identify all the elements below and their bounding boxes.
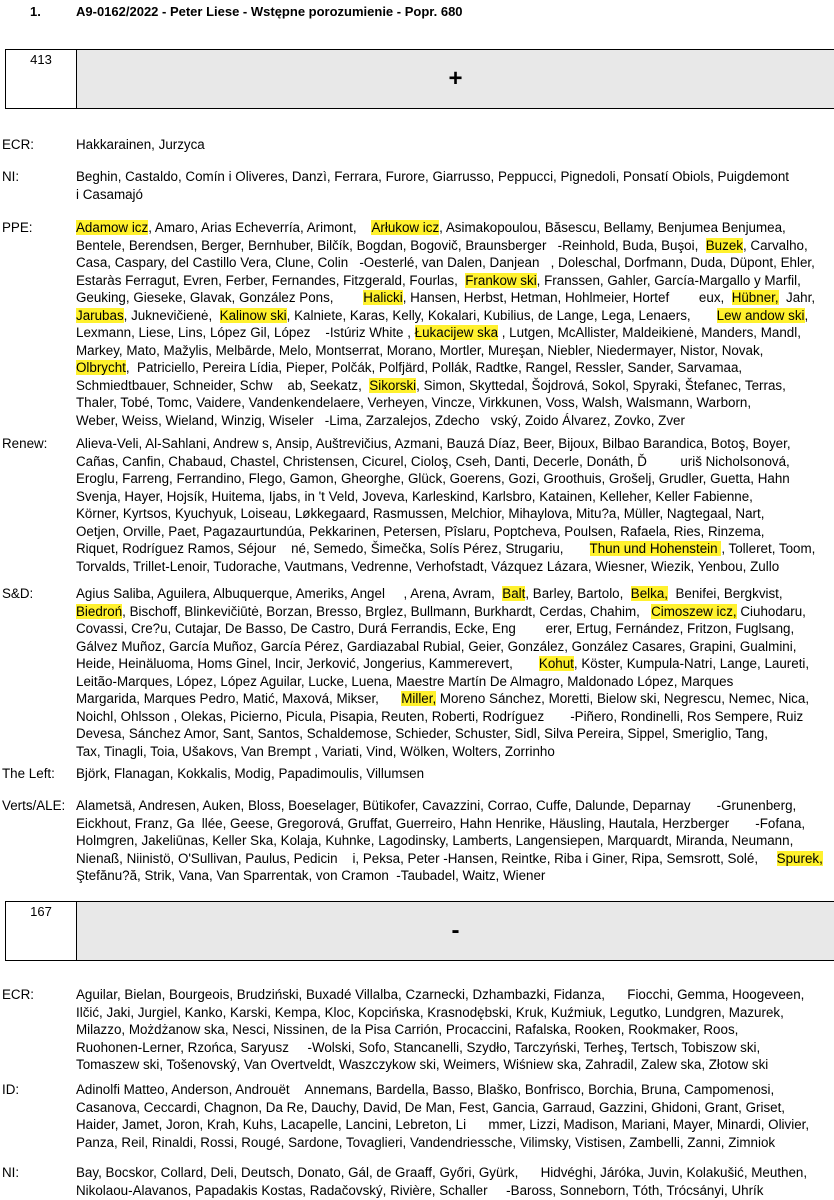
member-names: Nienaß, Niinistö, O'Sullivan, Paulus, Pedicin i, Peksa, Peter -Hansen, Reintke, Riba i Giner, Ripa, Semsrott, Solé,: [76, 850, 777, 866]
member-line: [76, 1099, 832, 1117]
vote-count-against: 167: [6, 902, 77, 960]
party-group-name: The Left:: [2, 766, 55, 781]
member-names: Lexmann, Liese, Lins, López Gil, López -Istúriz White ,: [76, 325, 415, 340]
member-line: [76, 815, 832, 833]
member-names: Beghin, Castaldo, Comín i Oliveres, Danzì, Ferrara, Furore, Giarrusso, Peppucci, Pignedoli, Ponsatí Obiols, Puigdemont: [76, 169, 790, 184]
member-names: Devesa, Sánchez Amor, Sant, Santos, Schaldemose, Schieder, Schuster, Sidl, Silva Pereira, Sippel, Smeriglio, Tang,: [76, 726, 768, 741]
member-line: [76, 435, 832, 453]
member-names: i Casamajó: [76, 186, 143, 202]
member-names: , Barley, Bartolo,: [525, 586, 631, 601]
highlighted-member-name: Hübner,: [731, 290, 779, 305]
member-line: [76, 585, 832, 603]
member-line: [76, 342, 832, 360]
member-names: , Carvalho,: [742, 237, 808, 253]
member-names: Weber, Weiss, Wieland, Winzig, Wiseler -Lima, Zarzalejos, Zdecho vský, Zoido Álvarez, Zovko, Zver: [76, 412, 685, 428]
member-line: [76, 1056, 832, 1074]
member-names: Noichl, Ohlsson , Olekas, Picierno, Picula, Pisapia, Reuten, Roberti, Rodríguez -Piñero, Rondinelli, Ros Sempere, Ruiz: [76, 708, 804, 724]
member-names: Adinolfi Matteo, Anderson, Androuët Annemans, Bardella, Basso, Blaško, Bonfrisco, Borchia, Bruna, Campomenosi,: [76, 1082, 775, 1097]
member-names: Margarida, Marques Pedro, Matić, Maxová, Mikser,: [76, 691, 402, 706]
highlighted-member-name: Frankow ski: [465, 272, 537, 288]
party-group-name: ECR:: [2, 137, 34, 152]
member-names: Hakkarainen, Jurzyca: [76, 137, 205, 152]
member-line: [76, 743, 832, 761]
member-line: [76, 289, 832, 307]
member-line: [76, 1164, 832, 1182]
member-names: , Patriciello, Pereira Lídia, Pieper, Polčák, Polfjärd, Pollák, Radtke, Rangel, Ressler, Sander, Sarvamaa,: [125, 360, 743, 375]
member-line: [76, 272, 832, 290]
member-line: [76, 237, 832, 255]
member-list: [76, 435, 832, 575]
member-line: [76, 1116, 832, 1134]
member-names: Ştefănu?ă, Strik, Vana, Van Sparrentak, von Cramon -Taubadel, Waitz, Wiener: [76, 868, 546, 883]
highlighted-member-name: Olbrycht: [76, 360, 126, 375]
member-names: , Asimakopoulou, Băsescu, Bellamy, Benjumea Benjumea,: [439, 220, 786, 235]
member-names: Svenja, Hayer, Hojsík, Huitema, Ijabs, in 't Veld, Joveva, Karleskind, Karlsbro, Katainen, Kelleher, Keller Fabienne,: [76, 488, 753, 504]
highlighted-member-name: Arłukow icz: [371, 220, 440, 235]
highlighted-member-name: Kohut: [538, 656, 574, 671]
member-names: Bay, Bocskor, Collard, Deli, Deutsch, Donato, Gál, de Graaff, Győri, Gyürk, Hidvéghi, Járóka, Juvin, Kolakušić, Meuthen,: [76, 1165, 808, 1180]
member-list: [76, 797, 832, 885]
document-title: A9-0162/2022 - Peter Liese - Wstępne porozumienie - Popr. 680: [76, 4, 463, 19]
member-names: Torvalds, Trillet-Lenoir, Tudorache, Vautmans, Vedrenne, Verhofstadt, Vázquez Lázara, Wiesner, Wiezik, Yenbou, Zullo: [76, 558, 780, 574]
member-line: [76, 470, 832, 488]
member-list: [76, 1081, 832, 1151]
member-names: Björk, Flanagan, Kokkalis, Modig, Papadimoulis, Villumsen: [76, 766, 425, 781]
member-names: Moreno Sánchez, Moretti, Bielow ski, Negrescu, Nemec, Nica,: [436, 691, 810, 706]
party-group-name: NI:: [2, 1165, 20, 1180]
member-list: [76, 168, 832, 203]
member-names: , Kalniete, Karas, Kelly, Kokalari, Kubilius, de Lange, Lega, Lenaers,: [286, 307, 717, 323]
highlighted-member-name: Adamow icz: [76, 220, 149, 235]
party-group-name: ECR:: [2, 987, 34, 1002]
member-names: Casa, Caspary, del Castillo Vera, Clune, Colin -Oesterlé, van Dalen, Danjean , Doleschal, Dorfmann, Duda, Düpont, Ehler,: [76, 255, 815, 270]
member-line: [76, 765, 832, 783]
member-names: Schmiedtbauer, Schneider, Schw ab, Seekatz,: [76, 377, 370, 393]
member-names: Ruohonen-Lerner, Rzońca, Saryusz -Wolski, Sofo, Stancanelli, Szydło, Tarczyński, Terheş, Tertsch, Tobiszow ski,: [76, 1039, 761, 1055]
member-list: [76, 1164, 832, 1199]
member-line: [76, 832, 832, 850]
member-names: Riquet, Rodríguez Ramos, Séjour né, Semedo, Šimečka, Solís Pérez, Strugariu,: [76, 541, 590, 556]
member-line: [76, 603, 832, 621]
member-names: Alametsä, Andresen, Auken, Bloss, Boeselager, Bütikofer, Cavazzini, Corrao, Cuffe, Dalunde, Deparnay -Grunenberg,: [76, 798, 797, 813]
highlighted-member-name: Belka,: [630, 586, 669, 601]
highlighted-member-name: Biedroń: [76, 603, 123, 619]
member-line: [76, 219, 832, 237]
member-line: [76, 558, 832, 576]
member-names: Bentele, Berendsen, Berger, Bernhuber, Bilčík, Bogdan, Bogovič, Braunsberger -Reinhold, Buda, Buşoi,: [76, 237, 706, 253]
highlighted-member-name: Spurek,: [776, 850, 823, 866]
member-names: Panza, Reil, Rinaldi, Rossi, Rougé, Sardone, Tovaglieri, Vandendriessche, Vilimsky, Vistisen, Zambelli, Zanni, Zimniok: [76, 1134, 776, 1150]
member-line: [76, 523, 832, 541]
member-names: Körner, Kyrtsos, Kyuchyuk, Loiseau, Løkkegaard, Rasmussen, Melchior, Mihaylova, Mitu?a, Müller, Nagtegaal, Nart,: [76, 506, 765, 521]
party-group-name: Verts/ALE:: [2, 798, 66, 813]
member-line: [76, 307, 832, 325]
party-group-name: PPE:: [2, 220, 33, 235]
member-line: [76, 620, 832, 638]
member-list: [76, 765, 832, 783]
member-line: [76, 540, 832, 558]
member-names: , Tolleret, Toom,: [721, 541, 816, 556]
member-line: [76, 359, 832, 377]
member-names: Tomaszew ski, Tošenovský, Van Overtveldt, Waszczykow ski, Weimers, Wiśniew ska, Zahradil, Zalew ska, Złotow ski: [76, 1057, 769, 1072]
member-names: , Simon, Skyttedal, Šojdrová, Sokol, Spyraki, Štefanec, Terras,: [416, 377, 786, 393]
member-line: [76, 488, 832, 506]
highlighted-member-name: Thun und Hohenstein: [589, 541, 722, 556]
member-names: Thaler, Tobé, Tomc, Vaidere, Vandenkendelaere, Verheyen, Vincze, Virkkunen, Voss, Walsh, Walsmann, Warborn,: [76, 395, 752, 410]
member-line: [76, 673, 832, 691]
member-names: , Franssen, Gahler, García-Margallo y Marfil,: [536, 272, 801, 288]
member-names: Alieva-Veli, Al-Sahlani, Andrew s, Ansip, Auštrevičius, Azmani, Bauzá Díaz, Beer, Bijoux, Bilbao Barandica, Botoş, Boyer,: [76, 436, 791, 451]
member-names: Haider, Jamet, Joron, Krah, Kuhs, Lacapelle, Lancini, Lebreton, Li mmer, Lizzi, Madison, Mariani, Mayer, Minardi, Olivier,: [76, 1117, 810, 1132]
member-names: , Bischoff, Blinkevičiūtė, Borzan, Bresso, Brglez, Bullmann, Burkhardt, Cerdas, Chahim,: [122, 603, 652, 619]
member-names: Eickhout, Franz, Ga llée, Geese, Gregorová, Gruffat, Guerreiro, Hahn Henrike, Häusling, Hautala, Herzberger -Fofana,: [76, 815, 806, 831]
member-line: [76, 867, 832, 885]
member-names: , Juknevičienė,: [123, 307, 220, 323]
highlighted-member-name: Kalinow ski: [219, 307, 287, 323]
member-names: ,: [804, 307, 809, 323]
member-names: Milazzo, Możdżanow ska, Nesci, Nissinen, de la Pisa Carrión, Procaccini, Rafalska, Rooken, Rookmaker, Roos,: [76, 1022, 739, 1037]
member-names: Geuking, Gieseke, Glavak, González Pons,: [76, 290, 364, 305]
member-names: Leitão-Marques, López, López Aguilar, Lucke, Luena, Maestre Martín De Almagro, Maldonado López, Marques: [76, 673, 734, 689]
member-names: Estaràs Ferragut, Evren, Ferber, Fernandes, Fitzgerald, Fourlas,: [76, 272, 466, 288]
member-names: Benifei, Bergkvist,: [668, 586, 783, 601]
vote-count-for: 413: [6, 50, 77, 108]
member-names: , Amaro, Arias Echeverría, Arimont,: [148, 220, 372, 235]
member-line: [76, 638, 832, 656]
highlighted-member-name: Sikorski: [369, 377, 417, 393]
member-line: [76, 690, 832, 708]
member-names: Tax, Tinagli, Toia, Ušakovs, Van Brempt , Variati, Vind, Wölken, Wolters, Zorrinho: [76, 743, 555, 759]
member-line: [76, 377, 832, 395]
member-names: Aguilar, Bielan, Bourgeois, Brudziński, Buxadé Villalba, Czarnecki, Dzhambazki, Fidanza, Fiocchi, Gemma, Hoogeveen,: [76, 987, 805, 1002]
member-line: [76, 254, 832, 272]
member-names: , Lutgen, McAllister, Maldeikienė, Manders, Mandl,: [498, 325, 801, 340]
highlighted-member-name: Miller,: [401, 691, 437, 706]
member-line: [76, 186, 832, 204]
member-line: [76, 394, 832, 412]
member-line: [76, 1039, 832, 1057]
item-number: 1.: [30, 4, 41, 19]
member-names: Eroglu, Farreng, Ferrandino, Flego, Gamon, Gheorghe, Glück, Goerens, Gozi, Groothuis, Grošelj, Grudler, Guetta, Hahn: [76, 471, 790, 486]
member-names: Jahr,: [778, 290, 816, 305]
highlighted-member-name: Jarubas: [76, 307, 124, 323]
party-group-name: ID:: [2, 1082, 20, 1097]
highlighted-member-name: Halicki: [363, 290, 403, 305]
member-names: Covassi, Cre?u, Cutajar, De Basso, De Castro, Durá Ferrandis, Ecke, Eng erer, Ertug, Fernández, Fritzon, Fuglsang,: [76, 621, 795, 636]
member-names: Holmgren, Jakeliūnas, Keller Ska, Kolaja, Kuhnke, Lagodinsky, Lamberts, Langensiepen, Marquardt, Miranda, Neumann,: [76, 833, 794, 848]
member-line: [76, 505, 832, 523]
member-line: [76, 1182, 832, 1200]
highlighted-member-name: Łukacijew ska: [414, 325, 499, 340]
member-line: [76, 1081, 832, 1099]
member-list: [76, 986, 832, 1074]
vote-box-for: [5, 49, 834, 109]
highlighted-member-name: Buzek: [705, 237, 743, 253]
party-group-name: NI:: [2, 169, 20, 184]
member-names: Gálvez Muñoz, García Muñoz, García Pérez, Gardiazabal Rubial, Geier, González, González Casares, Grapini, Gualmini,: [76, 638, 797, 654]
member-list: [76, 136, 832, 154]
member-line: [76, 797, 832, 815]
vote-sign-for: +: [77, 50, 834, 108]
member-names: , Hansen, Herbst, Hetman, Hohlmeier, Hortef eux,: [402, 290, 732, 305]
member-line: [76, 324, 832, 342]
member-names: Nikolaou-Alavanos, Papadakis Kostas, Radačovský, Rivière, Schaller -Baross, Sonneborn, Tóth, Trócsányi, Uhrík: [76, 1182, 764, 1198]
member-list: [76, 219, 832, 429]
member-line: [76, 453, 832, 471]
member-names: Ilčić, Jaki, Jurgiel, Kanko, Karski, Kempa, Kloc, Kopcińska, Krasnodębski, Kruk, Kuźmiuk, Legutko, Lundgren, Mazurek,: [76, 1004, 784, 1020]
member-names: Oetjen, Orville, Paet, Pagazaurtundúa, Pekkarinen, Petersen, Pîslaru, Poptcheva, Poulsen, Rafaela, Ries, Rinzema,: [76, 523, 765, 539]
member-line: [76, 1134, 832, 1152]
highlighted-member-name: Lew andow ski: [716, 307, 805, 323]
highlighted-member-name: Cimoszew icz,: [651, 603, 737, 619]
vote-box-against: [5, 901, 834, 961]
member-names: Ciuhodaru,: [736, 603, 806, 619]
member-names: Markey, Mato, Mažylis, Melbārde, Melo, Montserrat, Morano, Mortler, Mureşan, Niebler, Niedermayer, Nistor, Novak,: [76, 342, 764, 358]
member-names: Casanova, Ceccardi, Chagnon, Da Re, Dauchy, David, De Man, Fest, Gancia, Garraud, Gazzini, Ghidoni, Grant, Griset,: [76, 1099, 786, 1115]
party-group-name: Renew:: [2, 436, 48, 451]
member-names: Heide, Heinäluoma, Homs Ginel, Incir, Jerković, Jongerius, Kammerevert,: [76, 656, 539, 671]
document-header: [0, 0, 834, 24]
member-names: Agius Saliba, Aguilera, Albuquerque, Ameriks, Angel , Arena, Avram,: [76, 586, 503, 601]
member-line: [76, 708, 832, 726]
party-group-name: S&D:: [2, 586, 34, 601]
member-line: [76, 1004, 832, 1022]
member-line: [76, 725, 832, 743]
member-list: [76, 585, 832, 760]
member-names: , Köster, Kumpula-Natri, Lange, Laureti,: [573, 656, 810, 671]
member-line: [76, 850, 832, 868]
member-names: Cañas, Canfin, Chabaud, Chastel, Christensen, Cicurel, Cioloş, Cseh, Danti, Decerle, Donáth, Ď uriš Nicholsonová,: [76, 453, 790, 469]
member-line: [76, 986, 832, 1004]
member-line: [76, 655, 832, 673]
highlighted-member-name: Balt: [502, 586, 526, 601]
member-line: [76, 168, 832, 186]
vote-sign-against: -: [77, 902, 834, 960]
member-line: [76, 1021, 832, 1039]
member-line: [76, 136, 832, 154]
member-line: [76, 412, 832, 430]
